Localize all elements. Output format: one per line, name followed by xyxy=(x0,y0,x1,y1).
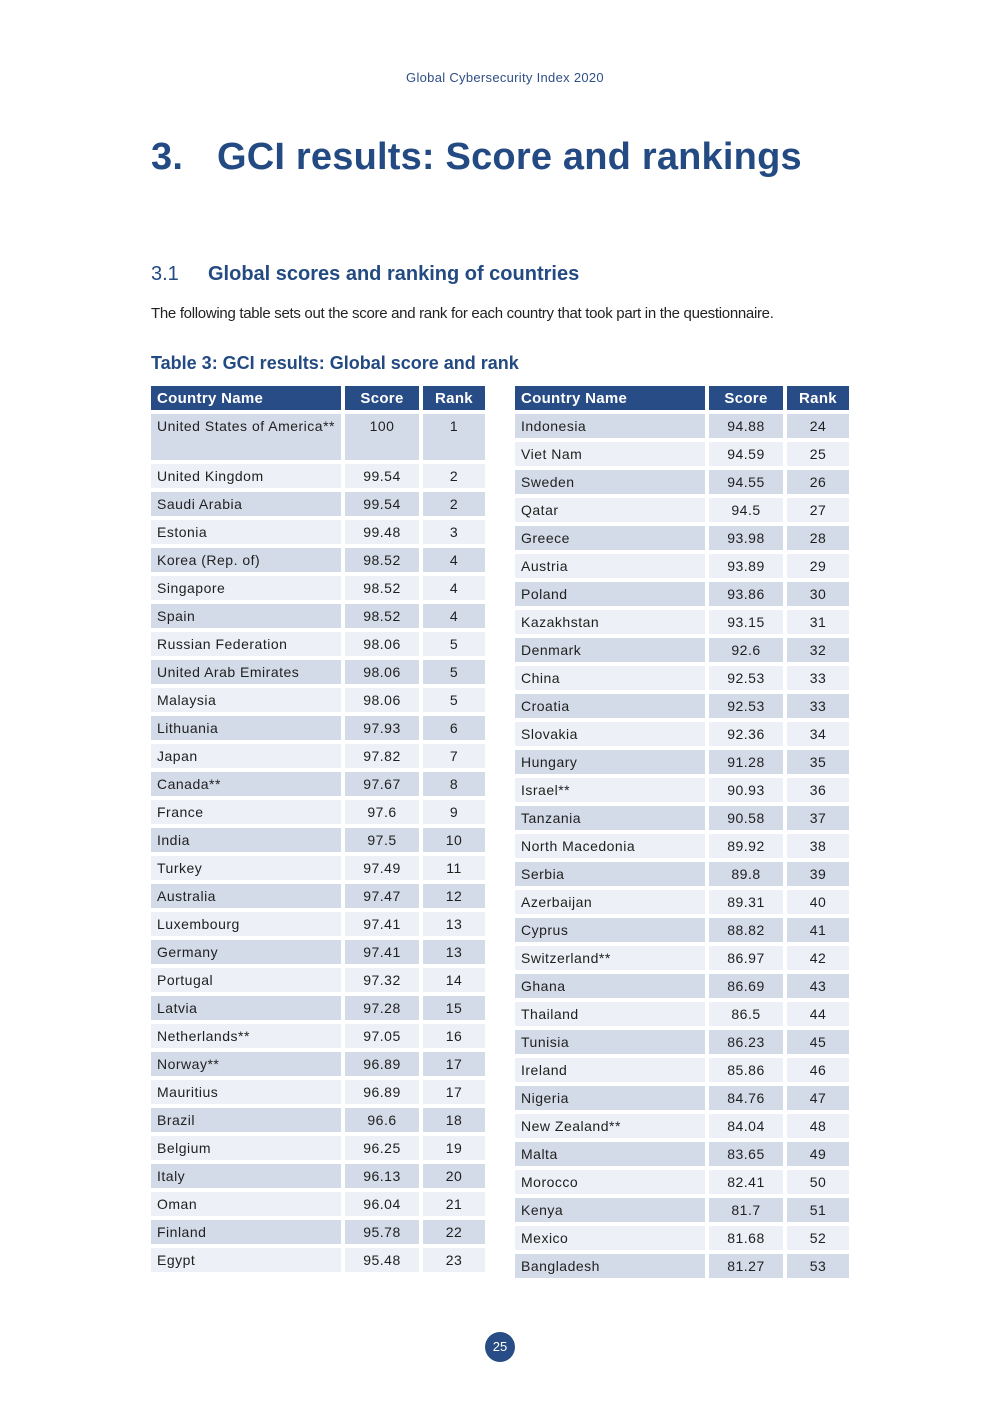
section-number: 3.1 xyxy=(151,263,179,285)
rank-cell: 5 xyxy=(423,660,485,684)
country-name-cell: Germany xyxy=(151,940,341,964)
section-title-text: Global scores and ranking of countries xyxy=(208,263,580,285)
rank-cell: 17 xyxy=(423,1080,485,1104)
score-cell: 86.97 xyxy=(709,946,783,970)
table-row xyxy=(515,554,849,578)
gci-table-right xyxy=(511,382,853,1282)
score-cell: 81.27 xyxy=(709,1254,783,1278)
country-name-cell: Tanzania xyxy=(515,806,705,830)
table-row xyxy=(515,1030,849,1054)
country-name-cell: Japan xyxy=(151,744,341,768)
score-cell: 88.82 xyxy=(709,918,783,942)
rank-cell: 45 xyxy=(787,1030,849,1054)
table-row xyxy=(151,1024,485,1048)
rank-cell: 26 xyxy=(787,470,849,494)
country-name-cell: Slovakia xyxy=(515,722,705,746)
rank-cell: 5 xyxy=(423,632,485,656)
country-name-cell: Qatar xyxy=(515,498,705,522)
rank-cell: 5 xyxy=(423,688,485,712)
rank-cell: 1 xyxy=(423,414,485,460)
column-header-score: Score xyxy=(345,386,419,410)
score-cell: 97.05 xyxy=(345,1024,419,1048)
rank-cell: 9 xyxy=(423,800,485,824)
rank-cell: 32 xyxy=(787,638,849,662)
rank-cell: 39 xyxy=(787,862,849,886)
country-name-cell: Israel** xyxy=(515,778,705,802)
rank-cell: 29 xyxy=(787,554,849,578)
rank-cell: 22 xyxy=(423,1220,485,1244)
score-cell: 98.06 xyxy=(345,688,419,712)
rank-cell: 6 xyxy=(423,716,485,740)
table-row xyxy=(515,582,849,606)
gci-table-right-body xyxy=(515,414,849,1278)
score-cell: 99.48 xyxy=(345,520,419,544)
score-cell: 95.48 xyxy=(345,1248,419,1272)
table-row xyxy=(515,1254,849,1278)
country-name-cell: Turkey xyxy=(151,856,341,880)
country-name-cell: United Arab Emirates xyxy=(151,660,341,684)
rank-cell: 43 xyxy=(787,974,849,998)
country-name-cell: Ghana xyxy=(515,974,705,998)
rank-cell: 14 xyxy=(423,968,485,992)
country-name-cell: Nigeria xyxy=(515,1086,705,1110)
table-row xyxy=(151,996,485,1020)
score-cell: 93.89 xyxy=(709,554,783,578)
country-name-cell: China xyxy=(515,666,705,690)
score-cell: 86.5 xyxy=(709,1002,783,1026)
country-name-cell: Australia xyxy=(151,884,341,908)
country-name-cell: Finland xyxy=(151,1220,341,1244)
rank-cell: 18 xyxy=(423,1108,485,1132)
table-row xyxy=(515,694,849,718)
score-cell: 89.8 xyxy=(709,862,783,886)
table-row xyxy=(151,912,485,936)
score-cell: 97.47 xyxy=(345,884,419,908)
country-name-cell: Oman xyxy=(151,1192,341,1216)
table-header-row xyxy=(515,386,849,410)
country-name-cell: New Zealand** xyxy=(515,1114,705,1138)
chapter-title xyxy=(151,136,802,179)
score-cell: 85.86 xyxy=(709,1058,783,1082)
score-cell: 95.78 xyxy=(345,1220,419,1244)
score-cell: 84.04 xyxy=(709,1114,783,1138)
rank-cell: 27 xyxy=(787,498,849,522)
score-cell: 96.13 xyxy=(345,1164,419,1188)
table-row xyxy=(151,548,485,572)
table-row xyxy=(515,666,849,690)
table-row xyxy=(151,1220,485,1244)
country-name-cell: Saudi Arabia xyxy=(151,492,341,516)
table-row xyxy=(515,1002,849,1026)
country-name-cell: Poland xyxy=(515,582,705,606)
score-cell: 86.23 xyxy=(709,1030,783,1054)
chapter-number: 3. xyxy=(151,136,184,178)
table-row xyxy=(151,520,485,544)
rank-cell: 21 xyxy=(423,1192,485,1216)
gci-table-left-body xyxy=(151,414,485,1272)
rank-cell: 40 xyxy=(787,890,849,914)
table-row xyxy=(515,974,849,998)
score-cell: 98.06 xyxy=(345,660,419,684)
score-cell: 97.5 xyxy=(345,828,419,852)
score-cell: 97.41 xyxy=(345,940,419,964)
chapter-title-text: GCI results: Score and rankings xyxy=(217,136,802,178)
section-title xyxy=(151,263,579,286)
country-name-cell: Cyprus xyxy=(515,918,705,942)
score-cell: 83.65 xyxy=(709,1142,783,1166)
table-row xyxy=(515,610,849,634)
table-row xyxy=(515,1142,849,1166)
table-row xyxy=(151,800,485,824)
country-name-cell: Estonia xyxy=(151,520,341,544)
score-cell: 98.52 xyxy=(345,548,419,572)
rank-cell: 15 xyxy=(423,996,485,1020)
country-name-cell: Morocco xyxy=(515,1170,705,1194)
score-cell: 94.5 xyxy=(709,498,783,522)
score-cell: 91.28 xyxy=(709,750,783,774)
table-row xyxy=(151,716,485,740)
table-row xyxy=(151,884,485,908)
table-row xyxy=(151,828,485,852)
table-row xyxy=(515,946,849,970)
score-cell: 97.93 xyxy=(345,716,419,740)
rank-cell: 46 xyxy=(787,1058,849,1082)
score-cell: 96.25 xyxy=(345,1136,419,1160)
table-row xyxy=(151,856,485,880)
table-row xyxy=(515,834,849,858)
rank-cell: 38 xyxy=(787,834,849,858)
table-row xyxy=(515,862,849,886)
rank-cell: 13 xyxy=(423,912,485,936)
table-row xyxy=(515,498,849,522)
score-cell: 90.58 xyxy=(709,806,783,830)
score-cell: 92.36 xyxy=(709,722,783,746)
rank-cell: 2 xyxy=(423,464,485,488)
table-row xyxy=(515,414,849,438)
rank-cell: 10 xyxy=(423,828,485,852)
country-name-cell: Azerbaijan xyxy=(515,890,705,914)
country-name-cell: Denmark xyxy=(515,638,705,662)
table-row xyxy=(151,464,485,488)
country-name-cell: Malta xyxy=(515,1142,705,1166)
score-cell: 96.89 xyxy=(345,1052,419,1076)
country-name-cell: Latvia xyxy=(151,996,341,1020)
table-row xyxy=(515,1226,849,1250)
table-row xyxy=(151,576,485,600)
table-row xyxy=(515,722,849,746)
score-cell: 84.76 xyxy=(709,1086,783,1110)
score-cell: 93.15 xyxy=(709,610,783,634)
table-row xyxy=(515,806,849,830)
score-cell: 89.92 xyxy=(709,834,783,858)
rank-cell: 47 xyxy=(787,1086,849,1110)
country-name-cell: Serbia xyxy=(515,862,705,886)
rank-cell: 20 xyxy=(423,1164,485,1188)
rank-cell: 33 xyxy=(787,694,849,718)
table-row xyxy=(151,492,485,516)
rank-cell: 53 xyxy=(787,1254,849,1278)
rank-cell: 13 xyxy=(423,940,485,964)
table-row xyxy=(515,778,849,802)
table-row xyxy=(151,772,485,796)
score-cell: 93.98 xyxy=(709,526,783,550)
rank-cell: 44 xyxy=(787,1002,849,1026)
rank-cell: 16 xyxy=(423,1024,485,1048)
page-number-badge: 25 xyxy=(485,1332,515,1362)
country-name-cell: Netherlands** xyxy=(151,1024,341,1048)
score-cell: 81.68 xyxy=(709,1226,783,1250)
score-cell: 97.28 xyxy=(345,996,419,1020)
country-name-cell: United Kingdom xyxy=(151,464,341,488)
table-row xyxy=(515,918,849,942)
score-cell: 90.93 xyxy=(709,778,783,802)
country-name-cell: Spain xyxy=(151,604,341,628)
country-name-cell: India xyxy=(151,828,341,852)
country-name-cell: Indonesia xyxy=(515,414,705,438)
score-cell: 97.67 xyxy=(345,772,419,796)
score-cell: 97.49 xyxy=(345,856,419,880)
country-name-cell: Brazil xyxy=(151,1108,341,1132)
rank-cell: 34 xyxy=(787,722,849,746)
rank-cell: 33 xyxy=(787,666,849,690)
rank-cell: 4 xyxy=(423,604,485,628)
country-name-cell: Ireland xyxy=(515,1058,705,1082)
rank-cell: 23 xyxy=(423,1248,485,1272)
country-name-cell: Bangladesh xyxy=(515,1254,705,1278)
score-cell: 92.6 xyxy=(709,638,783,662)
score-cell: 81.7 xyxy=(709,1198,783,1222)
table-row xyxy=(515,1086,849,1110)
rank-cell: 25 xyxy=(787,442,849,466)
score-cell: 98.52 xyxy=(345,576,419,600)
table-row xyxy=(515,1058,849,1082)
rank-cell: 28 xyxy=(787,526,849,550)
score-cell: 92.53 xyxy=(709,666,783,690)
table-row xyxy=(515,890,849,914)
rank-cell: 11 xyxy=(423,856,485,880)
rank-cell: 8 xyxy=(423,772,485,796)
country-name-cell: Luxembourg xyxy=(151,912,341,936)
country-name-cell: Mauritius xyxy=(151,1080,341,1104)
table-row xyxy=(151,660,485,684)
score-cell: 100 xyxy=(345,414,419,460)
country-name-cell: North Macedonia xyxy=(515,834,705,858)
rank-cell: 37 xyxy=(787,806,849,830)
score-cell: 97.6 xyxy=(345,800,419,824)
table-row xyxy=(151,1108,485,1132)
rank-cell: 17 xyxy=(423,1052,485,1076)
country-name-cell: Mexico xyxy=(515,1226,705,1250)
rank-cell: 35 xyxy=(787,750,849,774)
table-caption: Table 3: GCI results: Global score and rank xyxy=(151,353,519,373)
score-cell: 94.88 xyxy=(709,414,783,438)
score-cell: 89.31 xyxy=(709,890,783,914)
country-name-cell: Switzerland** xyxy=(515,946,705,970)
table-row xyxy=(151,1248,485,1272)
country-name-cell: Italy xyxy=(151,1164,341,1188)
table-row xyxy=(515,1198,849,1222)
country-name-cell: Egypt xyxy=(151,1248,341,1272)
column-header-country: Country Name xyxy=(151,386,341,410)
country-name-cell: Canada** xyxy=(151,772,341,796)
table-row xyxy=(151,688,485,712)
column-header-score: Score xyxy=(709,386,783,410)
score-cell: 97.32 xyxy=(345,968,419,992)
rank-cell: 31 xyxy=(787,610,849,634)
country-name-cell: Austria xyxy=(515,554,705,578)
country-name-cell: Croatia xyxy=(515,694,705,718)
score-cell: 96.6 xyxy=(345,1108,419,1132)
rank-cell: 42 xyxy=(787,946,849,970)
table-row xyxy=(515,1114,849,1138)
rank-cell: 30 xyxy=(787,582,849,606)
rank-cell: 4 xyxy=(423,548,485,572)
rank-cell: 52 xyxy=(787,1226,849,1250)
rank-cell: 41 xyxy=(787,918,849,942)
country-name-cell: Greece xyxy=(515,526,705,550)
country-name-cell: Malaysia xyxy=(151,688,341,712)
table-row xyxy=(515,638,849,662)
column-header-country: Country Name xyxy=(515,386,705,410)
country-name-cell: Belgium xyxy=(151,1136,341,1160)
table-row xyxy=(151,1192,485,1216)
rank-cell: 51 xyxy=(787,1198,849,1222)
rank-cell: 12 xyxy=(423,884,485,908)
table-row xyxy=(151,604,485,628)
rank-cell: 49 xyxy=(787,1142,849,1166)
table-row xyxy=(151,1136,485,1160)
country-name-cell: Russian Federation xyxy=(151,632,341,656)
table-row xyxy=(515,442,849,466)
table-row xyxy=(151,968,485,992)
country-name-cell: Viet Nam xyxy=(515,442,705,466)
country-name-cell: France xyxy=(151,800,341,824)
table-header-row xyxy=(151,386,485,410)
score-cell: 82.41 xyxy=(709,1170,783,1194)
country-name-cell: Sweden xyxy=(515,470,705,494)
intro-paragraph: The following table sets out the score and rank for each country that took part in the questionnaire. xyxy=(151,305,774,322)
rank-cell: 3 xyxy=(423,520,485,544)
score-cell: 96.89 xyxy=(345,1080,419,1104)
table-row xyxy=(515,750,849,774)
score-cell: 96.04 xyxy=(345,1192,419,1216)
rank-cell: 36 xyxy=(787,778,849,802)
table-row xyxy=(151,414,485,460)
rank-cell: 7 xyxy=(423,744,485,768)
table-row xyxy=(515,470,849,494)
rank-cell: 50 xyxy=(787,1170,849,1194)
rank-cell: 4 xyxy=(423,576,485,600)
table-row xyxy=(151,1164,485,1188)
country-name-cell: Kenya xyxy=(515,1198,705,1222)
score-cell: 99.54 xyxy=(345,464,419,488)
score-cell: 97.82 xyxy=(345,744,419,768)
table-row xyxy=(515,1170,849,1194)
rank-cell: 2 xyxy=(423,492,485,516)
running-header: Global Cybersecurity Index 2020 xyxy=(406,70,604,85)
score-cell: 94.55 xyxy=(709,470,783,494)
gci-table-left xyxy=(147,382,489,1276)
country-name-cell: Thailand xyxy=(515,1002,705,1026)
table-row xyxy=(151,1080,485,1104)
country-name-cell: United States of America** xyxy=(151,414,341,460)
country-name-cell: Tunisia xyxy=(515,1030,705,1054)
country-name-cell: Kazakhstan xyxy=(515,610,705,634)
column-header-rank: Rank xyxy=(787,386,849,410)
column-header-rank: Rank xyxy=(423,386,485,410)
country-name-cell: Norway** xyxy=(151,1052,341,1076)
rank-cell: 48 xyxy=(787,1114,849,1138)
country-name-cell: Korea (Rep. of) xyxy=(151,548,341,572)
table-row xyxy=(151,744,485,768)
country-name-cell: Lithuania xyxy=(151,716,341,740)
score-cell: 93.86 xyxy=(709,582,783,606)
table-row xyxy=(151,632,485,656)
table-row xyxy=(151,940,485,964)
score-cell: 92.53 xyxy=(709,694,783,718)
country-name-cell: Portugal xyxy=(151,968,341,992)
score-cell: 94.59 xyxy=(709,442,783,466)
score-cell: 98.52 xyxy=(345,604,419,628)
score-cell: 99.54 xyxy=(345,492,419,516)
score-cell: 98.06 xyxy=(345,632,419,656)
country-name-cell: Singapore xyxy=(151,576,341,600)
score-cell: 97.41 xyxy=(345,912,419,936)
country-name-cell: Hungary xyxy=(515,750,705,774)
table-row xyxy=(151,1052,485,1076)
score-cell: 86.69 xyxy=(709,974,783,998)
rank-cell: 24 xyxy=(787,414,849,438)
rank-cell: 19 xyxy=(423,1136,485,1160)
table-row xyxy=(515,526,849,550)
